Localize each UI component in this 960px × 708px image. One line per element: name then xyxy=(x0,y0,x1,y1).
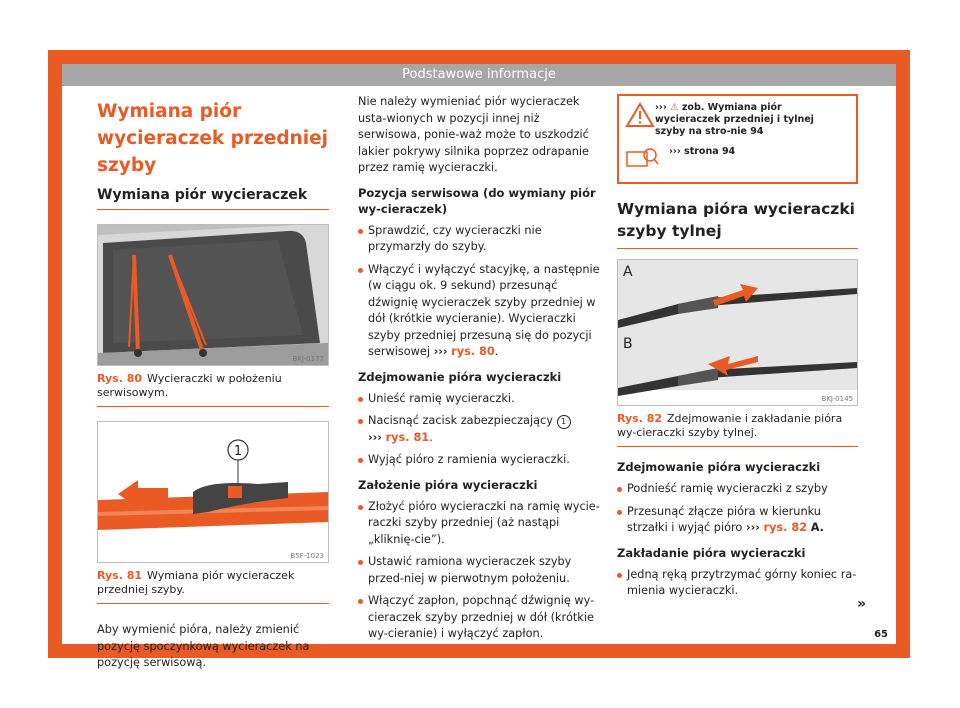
paragraph: Aby wymienić pióra, należy zmienić pozycję spoczynkową wycieraczek na pozycję serwisową. xyxy=(97,623,310,669)
figure-82-caption xyxy=(617,412,858,447)
section-title: Założenie pióra wycieraczki xyxy=(358,477,538,492)
ref-arrows: ››› xyxy=(368,430,382,444)
subheading: Wymiana piór wycieraczek xyxy=(97,187,329,210)
column-1 xyxy=(97,94,329,680)
warning-box xyxy=(617,94,858,184)
section-title: Zdejmowanie pióra wycieraczki xyxy=(617,460,821,474)
figure-82 xyxy=(617,259,858,406)
list-item: Wyjąć pióro z ramienia wycieraczki. xyxy=(358,452,602,469)
list-item: Jedną ręką przytrzymać górny koniec ra-mienia wycieraczki. xyxy=(617,567,858,600)
figure-link[interactable]: rys. 81 xyxy=(385,430,430,444)
section-heading: Wymiana pióra wycieraczki szyby tylnej xyxy=(617,198,858,249)
note-text: ››› strona 94 xyxy=(669,146,736,157)
figure-label: Rys. 80 xyxy=(97,372,143,385)
list-item: Podnieść ramię wycieraczki z szyby xyxy=(617,481,858,498)
environment-note-icon xyxy=(625,146,669,174)
label-a: A xyxy=(623,264,633,280)
list-item: Sprawdzić, czy wycieraczki nie przymarzły do szyby. xyxy=(358,223,602,256)
label-b: B xyxy=(623,336,633,352)
figure-code: BKJ-0177 xyxy=(292,355,324,363)
wiper-blade-removal-illustration xyxy=(98,422,328,562)
section-header: Podstawowe informacje xyxy=(62,64,896,86)
figure-code: BKJ-0145 xyxy=(821,395,853,403)
section-title: Zakładanie pióra wycieraczki xyxy=(617,545,806,560)
figure-80-caption xyxy=(97,372,329,407)
figure-letter: A. xyxy=(810,521,824,534)
note-row xyxy=(625,146,847,174)
figure-link[interactable]: rys. 82 xyxy=(763,521,808,534)
column-2 xyxy=(358,94,602,649)
list-item: Ustawić ramiona wycieraczek szyby przed-niej w pierwotnym położeniu. xyxy=(358,554,602,587)
list-item: Włączyć zapłon, popchnąć dźwignię wy-cieraczek szyby przedniej w dół (krótkie wy-cieranie) i wyłączyć zapłon. xyxy=(358,593,602,643)
column-3 xyxy=(617,94,858,606)
warning-row xyxy=(625,102,847,138)
callout-number: 1 xyxy=(557,415,571,429)
figure-link[interactable]: rys. 80 xyxy=(451,345,495,358)
figure-label: Rys. 82 xyxy=(617,412,663,425)
caption-text: Zdejmowanie i zakładanie pióra wy-cieraczki szyby tylnej. xyxy=(617,412,843,439)
ref-arrows: ››› xyxy=(745,521,760,534)
ref-arrows: ››› xyxy=(433,345,448,358)
list-item: Włączyć i wyłączyć stacyjkę, a następnie (w ciągu ok. 9 sekund) przesunąć dźwignię wycieraczek szyby przedniej w dół (krótkie wycieranie). Wycieraczki szyby przedniej przesuną się do pozycji serwisowej ››› rys. 80. xyxy=(358,262,602,361)
section-title: Zdejmowanie pióra wycieraczki xyxy=(358,369,562,384)
warning-triangle-icon xyxy=(625,102,655,138)
continue-marker: » xyxy=(856,596,866,612)
intro-paragraph: Nie należy wymieniać piór wycieraczek usta-wionych w pozycji innej niż serwisowa, ponie-waż może to uszkodzić lakier pokrywy silnika poprzez odrapanie przez ramię wycieraczki. xyxy=(358,95,590,174)
rear-wiper-illustration xyxy=(618,260,857,405)
list-item: Przesunąć złącze pióra w kierunku strzałki i wyjąć pióro ››› rys. 82 A. xyxy=(617,504,858,537)
caption-text: Wymiana piór wycieraczek przedniej szyby. xyxy=(97,569,295,596)
list-item: Złożyć pióro wycieraczki na ramię wycie-raczki szyby przedniej (aż nastąpi „kliknię-cie”). xyxy=(358,499,602,549)
figure-81 xyxy=(97,421,329,563)
figure-label: Rys. 81 xyxy=(97,569,143,582)
windshield-wipers-illustration xyxy=(98,225,328,365)
page-title: Wymiana piór wycieraczek przedniej szyby xyxy=(97,101,328,176)
caption-text: Wycieraczki w położeniu serwisowym. xyxy=(97,372,282,399)
warning-text: ››› ⚠ zob. Wymiana piór wycieraczek przedniej i tylnej szyby na stro-nie 94 xyxy=(655,102,814,137)
page-number: 65 xyxy=(874,629,888,640)
figure-code: B5F-1023 xyxy=(290,552,324,560)
list-item: Nacisnąć zacisk zabezpieczający 1 ››› rys. 81. xyxy=(358,413,602,446)
list-item: Unieść ramię wycieraczki. xyxy=(358,391,602,408)
callout-number: 1 xyxy=(233,444,243,459)
figure-81-caption xyxy=(97,569,329,604)
figure-80 xyxy=(97,224,329,366)
section-title: Pozycja serwisowa (do wymiany piór wy-cieraczek) xyxy=(358,185,596,216)
page xyxy=(62,64,896,669)
